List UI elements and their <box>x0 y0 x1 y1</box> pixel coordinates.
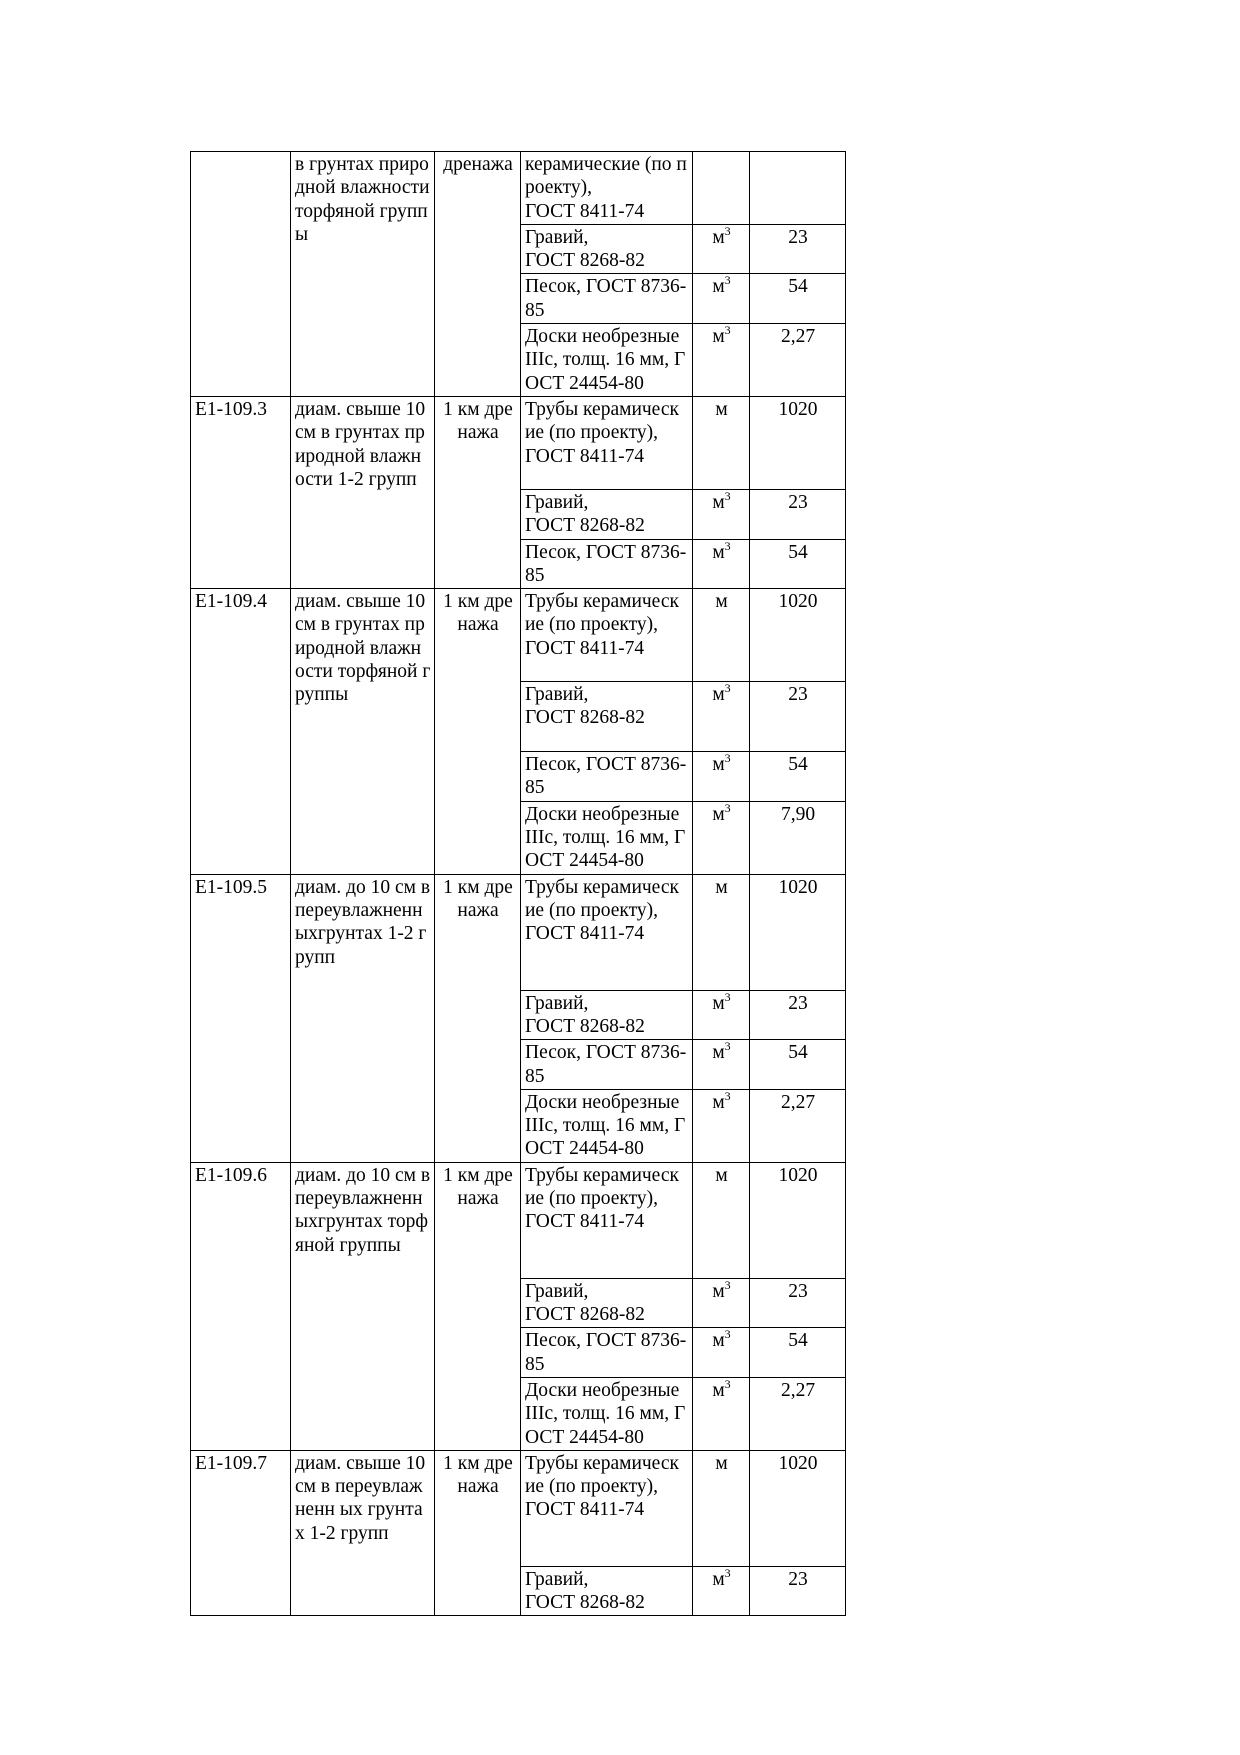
resource-unit <box>693 589 750 682</box>
resource-unit-text: м <box>712 541 725 563</box>
resource-unit-exponent: 3 <box>724 1377 731 1391</box>
resource-unit <box>693 489 750 539</box>
resource-quantity: 54 <box>750 1040 846 1090</box>
resource-name: Гравий, ГОСТ 8268-82 <box>521 682 693 752</box>
norm-code: Е1-109.5 <box>191 874 291 1162</box>
resource-unit <box>693 324 750 397</box>
resource-quantity: 23 <box>750 489 846 539</box>
resource-quantity: 23 <box>750 990 846 1040</box>
resource-quantity: 23 <box>750 1278 846 1328</box>
resource-quantity: 23 <box>750 1566 846 1616</box>
resource-quantity: 2,27 <box>750 324 846 397</box>
resource-unit-exponent: 3 <box>724 273 731 288</box>
resource-unit-text: м <box>712 1379 725 1401</box>
resource-name: Песок, ГОСТ 8736-85 <box>521 1328 693 1378</box>
measure-unit: дренажа <box>435 152 521 397</box>
resource-quantity <box>750 152 846 225</box>
resource-unit <box>693 990 750 1040</box>
resource-unit-text: м <box>715 876 728 898</box>
work-description: в грунтах природной влажности торфяной группы <box>291 152 435 397</box>
resource-unit <box>693 152 750 225</box>
resource-quantity: 1020 <box>750 874 846 990</box>
resource-name: Трубы керамические (по проекту), ГОСТ 8411-74 <box>521 1162 693 1278</box>
measure-unit: 1 км дренажа <box>435 1450 521 1616</box>
resource-unit-text: м <box>712 326 725 348</box>
resource-unit-exponent: 3 <box>724 224 731 238</box>
resource-quantity: 54 <box>750 539 846 589</box>
measure-unit: 1 км дренажа <box>435 874 521 1162</box>
work-description: диам. до 10 см в переувлажненн ыхгрунтах 1-2 групп <box>291 874 435 1162</box>
resource-unit <box>693 801 750 874</box>
work-description: диам. свыше 10 см в грунтах природной влажности торфяной группы <box>291 589 435 874</box>
resource-name: Песок, ГОСТ 8736-85 <box>521 1040 693 1090</box>
resource-name: Гравий, ГОСТ 8268-82 <box>521 990 693 1040</box>
resource-unit-exponent: 3 <box>724 681 731 696</box>
resource-unit-text: м <box>715 1164 728 1186</box>
resource-unit <box>693 224 750 274</box>
resource-unit <box>693 1377 750 1450</box>
work-description: диам. до 10 см в переувлажненн ыхгрунтах торфяной группы <box>291 1162 435 1450</box>
resource-name: Доски необрезные IIIс, толщ. 16 мм, ГОСТ 24454-80 <box>521 1089 693 1162</box>
resource-unit <box>693 1328 750 1378</box>
resource-unit-text: м <box>712 803 725 825</box>
resource-quantity: 54 <box>750 752 846 802</box>
norm-code: Е1-109.3 <box>191 396 291 588</box>
resource-unit-exponent: 3 <box>724 323 731 338</box>
resource-unit <box>693 1450 750 1566</box>
resource-unit-exponent: 3 <box>724 1278 731 1292</box>
resource-name: Доски необрезные IIIс, толщ. 16 мм, ГОСТ 24454-80 <box>521 801 693 874</box>
resource-name: Песок, ГОСТ 8736-85 <box>521 752 693 802</box>
resource-name: Трубы керамические (по проекту), ГОСТ 8411-74 <box>521 1450 693 1566</box>
resource-unit <box>693 874 750 990</box>
resource-unit-exponent: 3 <box>724 751 731 766</box>
resource-quantity: 54 <box>750 1328 846 1378</box>
resource-unit <box>693 1089 750 1162</box>
resource-unit <box>693 396 750 489</box>
work-description: диам. свыше 10 см в грунтах природной влажности 1-2 групп <box>291 396 435 588</box>
resource-unit-text: м <box>712 226 725 248</box>
resource-unit-text: м <box>715 398 728 420</box>
resource-unit <box>693 1278 750 1328</box>
resource-unit-exponent: 3 <box>724 990 731 1004</box>
table-row <box>191 396 846 489</box>
resource-unit <box>693 539 750 589</box>
resource-unit-exponent: 3 <box>724 1566 731 1580</box>
table-body <box>191 152 846 1616</box>
resource-quantity: 2,27 <box>750 1377 846 1450</box>
resource-unit-text: м <box>712 276 725 298</box>
resource-name: Гравий, ГОСТ 8268-82 <box>521 489 693 539</box>
resource-unit-exponent: 3 <box>724 489 731 503</box>
resource-unit-text: м <box>712 491 725 513</box>
norm-code <box>191 152 291 397</box>
resource-norms-table <box>190 151 846 1616</box>
resource-name: Доски необрезные IIIс, толщ. 16 мм, ГОСТ 24454-80 <box>521 324 693 397</box>
norm-code: Е1-109.6 <box>191 1162 291 1450</box>
resource-name: Песок, ГОСТ 8736-85 <box>521 539 693 589</box>
resource-name: Песок, ГОСТ 8736-85 <box>521 274 693 324</box>
resource-unit-text: м <box>712 1330 725 1352</box>
resource-unit <box>693 752 750 802</box>
resource-name: Трубы керамические (по проекту), ГОСТ 8411-74 <box>521 396 693 489</box>
resource-unit-text: м <box>712 1568 725 1590</box>
resource-unit-text: м <box>712 684 725 706</box>
resource-quantity: 7,90 <box>750 801 846 874</box>
resource-unit-exponent: 3 <box>724 1089 731 1103</box>
resource-unit-text: м <box>712 1042 725 1064</box>
resource-unit-text: м <box>712 754 725 776</box>
resource-quantity: 23 <box>750 682 846 752</box>
resource-unit <box>693 1566 750 1616</box>
measure-unit: 1 км дренажа <box>435 396 521 588</box>
table-row <box>191 589 846 682</box>
norm-code: Е1-109.7 <box>191 1450 291 1616</box>
resource-unit-text: м <box>712 1091 725 1113</box>
norm-code: Е1-109.4 <box>191 589 291 874</box>
resource-name: керамические (по проекту), ГОСТ 8411-74 <box>521 152 693 225</box>
measure-unit: 1 км дренажа <box>435 589 521 874</box>
table-row <box>191 152 846 225</box>
resource-quantity: 1020 <box>750 1162 846 1278</box>
resource-quantity: 54 <box>750 274 846 324</box>
measure-unit: 1 км дренажа <box>435 1162 521 1450</box>
resource-unit-exponent: 3 <box>724 1039 731 1054</box>
resource-unit <box>693 1162 750 1278</box>
resource-name: Гравий, ГОСТ 8268-82 <box>521 224 693 274</box>
resource-quantity: 1020 <box>750 589 846 682</box>
resource-unit-text: м <box>712 1280 725 1302</box>
resource-unit-exponent: 3 <box>724 1327 731 1342</box>
resource-name: Гравий, ГОСТ 8268-82 <box>521 1278 693 1328</box>
resource-quantity: 2,27 <box>750 1089 846 1162</box>
resource-unit <box>693 1040 750 1090</box>
resource-unit-exponent: 3 <box>724 539 731 553</box>
resource-name: Гравий, ГОСТ 8268-82 <box>521 1566 693 1616</box>
resource-name: Трубы керамические (по проекту), ГОСТ 8411-74 <box>521 874 693 990</box>
resource-quantity: 1020 <box>750 396 846 489</box>
resource-unit-text: м <box>712 992 725 1014</box>
resource-quantity: 1020 <box>750 1450 846 1566</box>
table-row <box>191 1162 846 1278</box>
resource-unit <box>693 682 750 752</box>
table-row <box>191 874 846 990</box>
resource-name: Доски необрезные IIIс, толщ. 16 мм, ГОСТ 24454-80 <box>521 1377 693 1450</box>
table-row <box>191 1450 846 1566</box>
work-description: диам. свыше 10 см в переувлажненн ых грунтах 1-2 групп <box>291 1450 435 1616</box>
resource-unit <box>693 274 750 324</box>
resource-name: Трубы керамические (по проекту), ГОСТ 8411-74 <box>521 589 693 682</box>
resource-unit-exponent: 3 <box>724 801 731 815</box>
resource-unit-text: м <box>715 1452 728 1474</box>
resource-unit-text: м <box>715 591 728 613</box>
resource-quantity: 23 <box>750 224 846 274</box>
